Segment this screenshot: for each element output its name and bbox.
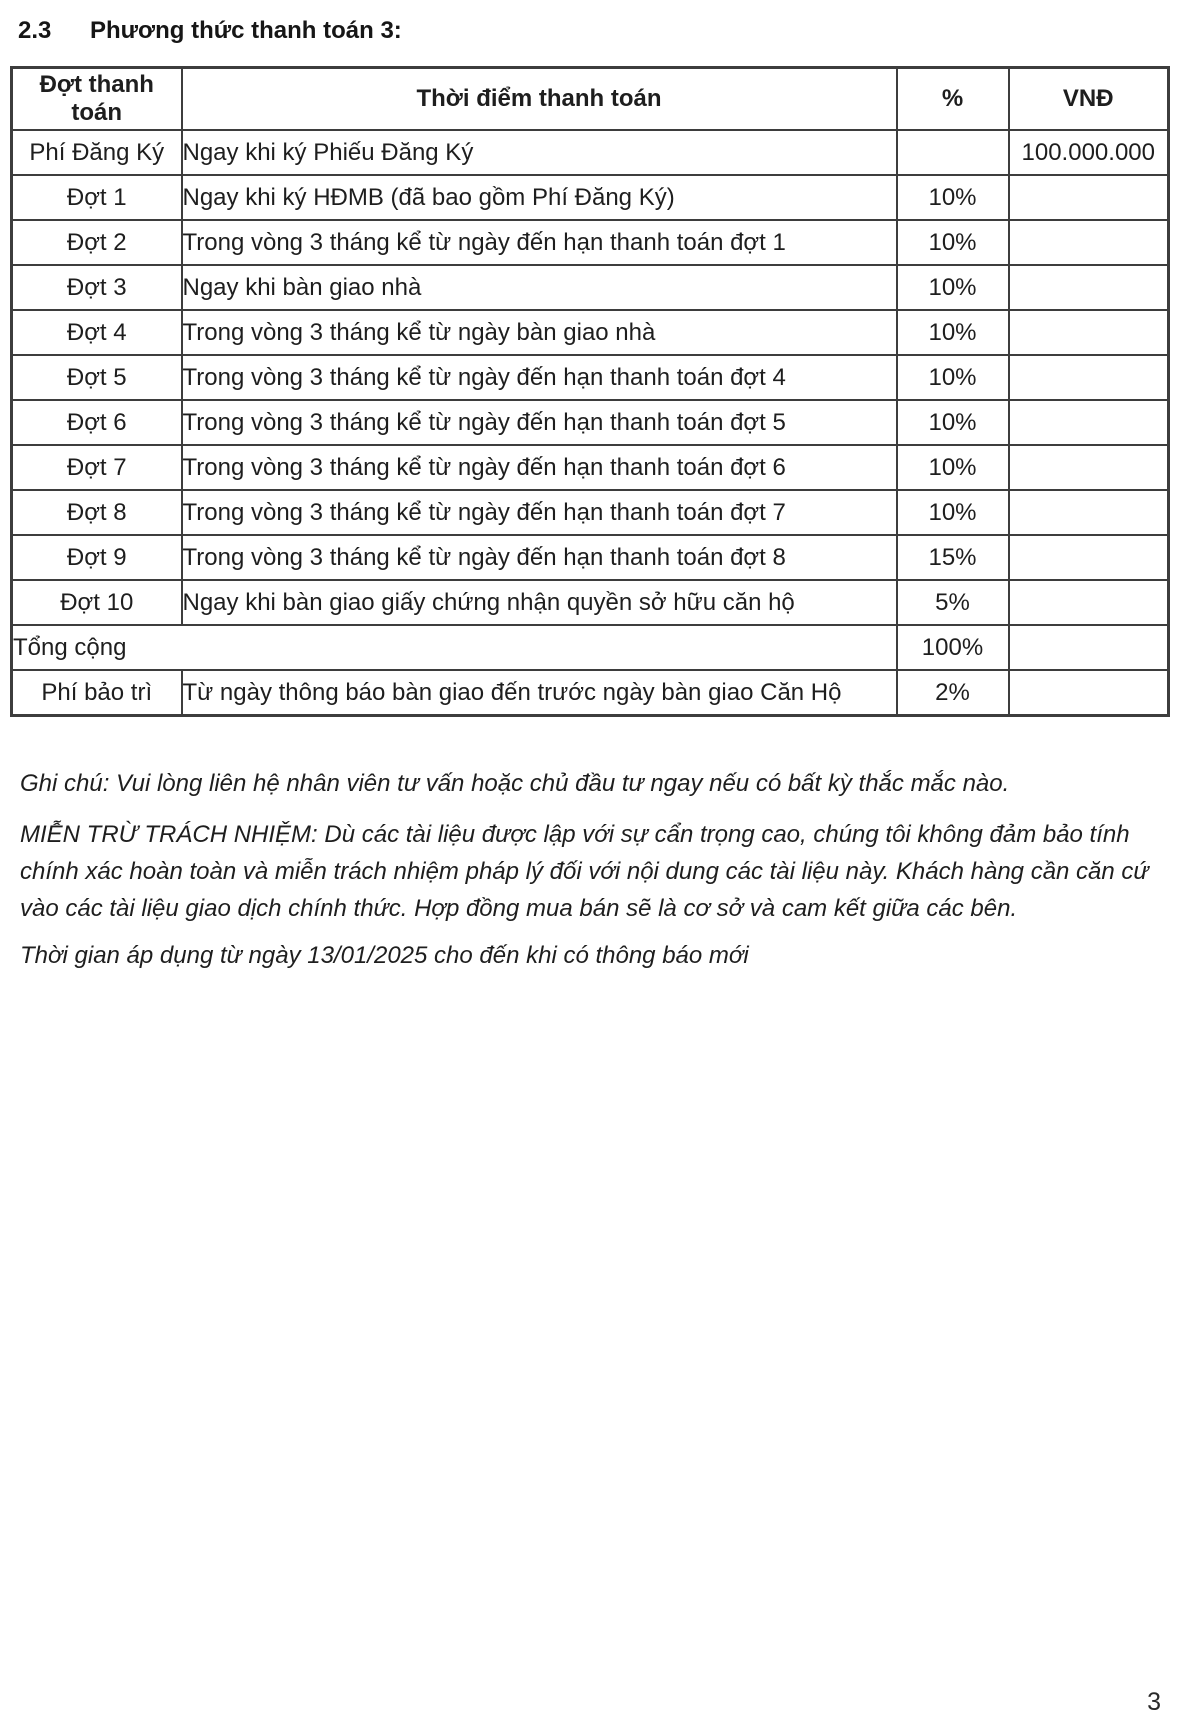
table-row: [12, 490, 1169, 535]
vnd-cell: [1009, 265, 1169, 310]
percent-cell: 10%: [897, 490, 1009, 535]
table-row: [12, 580, 1169, 625]
table-row: [12, 265, 1169, 310]
installment-cell: Phí bảo trì: [12, 670, 182, 716]
installment-cell: Phí Đăng Ký: [12, 130, 182, 175]
installment-cell: Đợt 1: [12, 175, 182, 220]
header-installment: Đợt thanh toán: [12, 68, 182, 131]
table-row: [12, 130, 1169, 175]
note-ghi-chu: Ghi chú: Vui lòng liên hệ nhân viên tư vấn hoặc chủ đầu tư ngay nếu có bất kỳ thắc mắc nào.: [20, 770, 1010, 797]
percent-cell: 5%: [897, 580, 1009, 625]
vnd-cell: [1009, 310, 1169, 355]
percent-cell: 15%: [897, 535, 1009, 580]
percent-cell: 2%: [897, 670, 1009, 716]
vnd-cell: [1009, 400, 1169, 445]
section-number: 2.3: [18, 17, 52, 44]
vnd-cell: [1009, 355, 1169, 400]
vnd-cell: [1009, 580, 1169, 625]
table-body: [12, 130, 1169, 716]
vnd-cell: [1009, 625, 1169, 670]
percent-cell: 10%: [897, 445, 1009, 490]
table-row: [12, 310, 1169, 355]
timing-cell: Trong vòng 3 tháng kể từ ngày đến hạn thanh toán đợt 8: [182, 535, 897, 580]
percent-cell: 100%: [897, 625, 1009, 670]
table-row: [12, 535, 1169, 580]
vnd-cell: [1009, 175, 1169, 220]
document-page: [0, 16, 1179, 1721]
vnd-cell: [1009, 670, 1169, 716]
installment-cell: Đợt 10: [12, 580, 182, 625]
section-heading: [18, 16, 1179, 46]
timing-cell: Ngay khi bàn giao nhà: [182, 265, 897, 310]
header-vnd: VNĐ: [1009, 68, 1169, 131]
installment-cell: Đợt 6: [12, 400, 182, 445]
table-row: [12, 670, 1169, 716]
header-timing: Thời điểm thanh toán: [182, 68, 897, 131]
timing-cell: Trong vòng 3 tháng kể từ ngày đến hạn thanh toán đợt 4: [182, 355, 897, 400]
payment-schedule-table: [10, 66, 1170, 717]
page-number: 3: [1147, 1688, 1161, 1716]
vnd-cell: 100.000.000: [1009, 130, 1169, 175]
table-row: [12, 625, 1169, 670]
percent-cell: 10%: [897, 265, 1009, 310]
timing-cell: Từ ngày thông báo bàn giao đến trước ngày bàn giao Căn Hộ: [182, 670, 897, 716]
timing-cell: Ngay khi ký HĐMB (đã bao gồm Phí Đăng Ký): [182, 175, 897, 220]
installment-cell: Đợt 7: [12, 445, 182, 490]
table-row: [12, 400, 1169, 445]
timing-cell: Ngay khi bàn giao giấy chứng nhận quyền sở hữu căn hộ: [182, 580, 897, 625]
installment-cell: Đợt 4: [12, 310, 182, 355]
section-title: Phương thức thanh toán 3:: [90, 17, 402, 44]
vnd-cell: [1009, 490, 1169, 535]
timing-cell: Trong vòng 3 tháng kể từ ngày đến hạn thanh toán đợt 6: [182, 445, 897, 490]
installment-cell: Đợt 3: [12, 265, 182, 310]
timing-cell: Trong vòng 3 tháng kể từ ngày đến hạn thanh toán đợt 5: [182, 400, 897, 445]
table-row: [12, 175, 1169, 220]
percent-cell: 10%: [897, 175, 1009, 220]
installment-cell: Đợt 9: [12, 535, 182, 580]
vnd-cell: [1009, 445, 1169, 490]
timing-cell: Trong vòng 3 tháng kể từ ngày bàn giao nhà: [182, 310, 897, 355]
percent-cell: 10%: [897, 355, 1009, 400]
vnd-cell: [1009, 535, 1169, 580]
table-header-row: [12, 68, 1169, 131]
percent-cell: 10%: [897, 400, 1009, 445]
installment-cell: Đợt 5: [12, 355, 182, 400]
vnd-cell: [1009, 220, 1169, 265]
installment-cell: Tổng cộng: [12, 625, 897, 670]
table-row: [12, 355, 1169, 400]
header-percent: %: [897, 68, 1009, 131]
installment-cell: Đợt 8: [12, 490, 182, 535]
installment-cell: Đợt 2: [12, 220, 182, 265]
table-row: [12, 220, 1169, 265]
percent-cell: [897, 130, 1009, 175]
note-validity: Thời gian áp dụng từ ngày 13/01/2025 cho đến khi có thông báo mới: [20, 942, 749, 969]
timing-cell: Trong vòng 3 tháng kể từ ngày đến hạn thanh toán đợt 7: [182, 490, 897, 535]
timing-cell: Trong vòng 3 tháng kể từ ngày đến hạn thanh toán đợt 1: [182, 220, 897, 265]
percent-cell: 10%: [897, 220, 1009, 265]
timing-cell: Ngay khi ký Phiếu Đăng Ký: [182, 130, 897, 175]
note-disclaimer: MIỄN TRỪ TRÁCH NHIỆM: Dù các tài liệu được lập với sự cẩn trọng cao, chúng tôi không đảm bảo tính chính xác hoàn toàn và miễn trách nhiệm pháp lý đối với nội dung các tài liệu này. Khách hàng cần căn cứ vào các tài liệu giao dịch chính thức. Hợp đồng mua bán sẽ là cơ sở và cam kết giữa các bên.: [20, 821, 1149, 922]
percent-cell: 10%: [897, 310, 1009, 355]
table-row: [12, 445, 1169, 490]
